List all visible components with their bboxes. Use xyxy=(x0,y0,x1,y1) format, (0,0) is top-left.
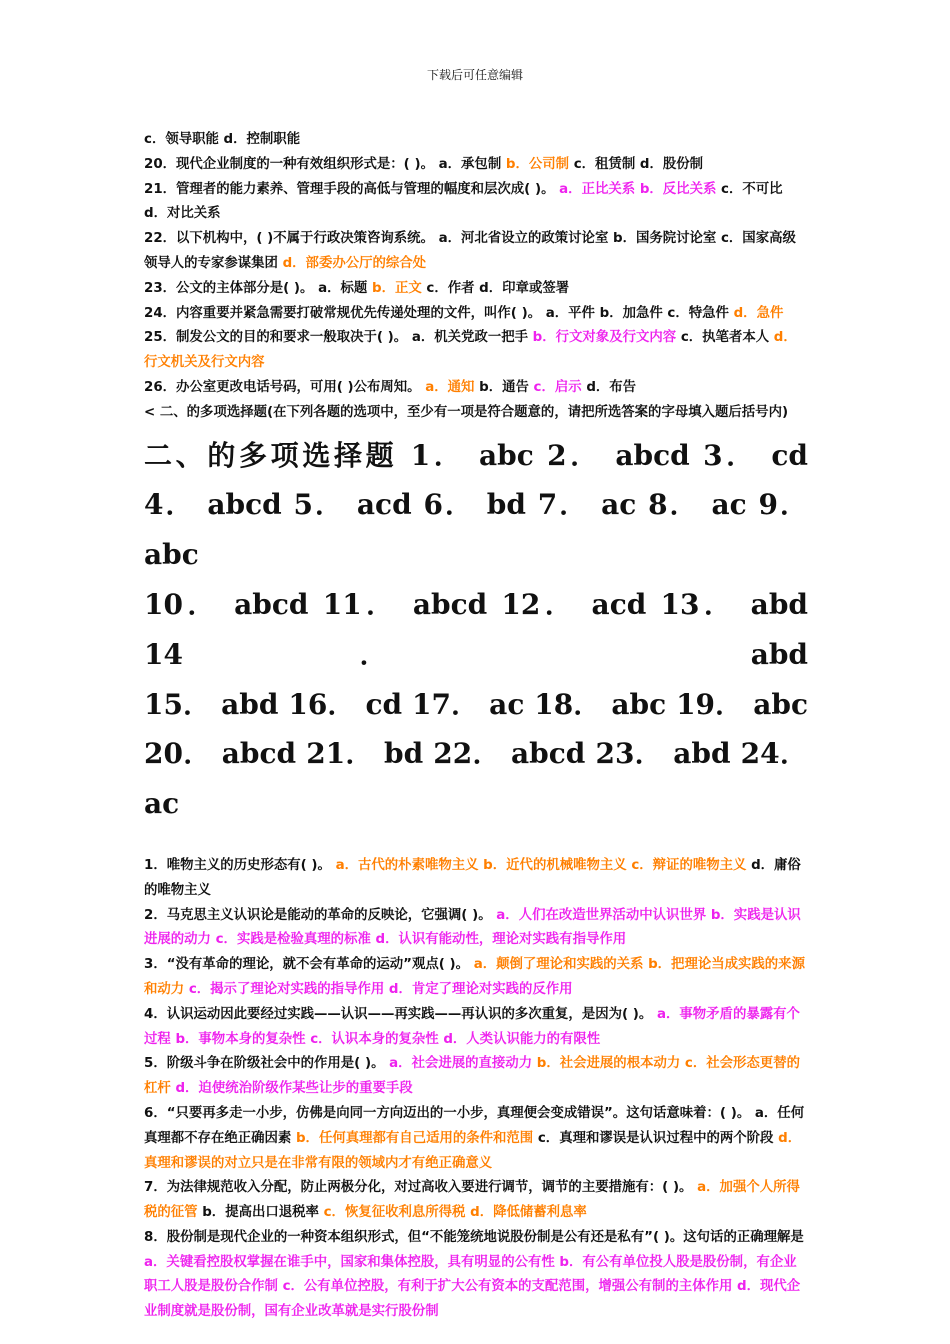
answer-option-highlight: d．行文机关及行文内容 xyxy=(144,330,797,371)
answer-key-line: 20． abcd 21． bd 22． abcd 23． abd 24． ac xyxy=(144,737,808,821)
answer-option-highlight: b．公司制 xyxy=(505,156,570,172)
answer-option-highlight: a．加强个人所得税的征管 xyxy=(144,1180,800,1221)
document-body xyxy=(144,128,808,1325)
question-text: < 二、的多项选择题(在下列各题的选项中，至少有一项是符合题意的，请把所选答案的字母填入题后括号内) xyxy=(144,404,789,420)
answer-key xyxy=(144,431,808,829)
answer-option-highlight: b．社会进展的根本动力 c．社会形态更替的杠杆 xyxy=(144,1056,800,1097)
answer-option-highlight: d．真理和谬误的对立只是在非常有限的领域内才有绝正确意义 xyxy=(144,1130,802,1171)
question-paragraph xyxy=(144,904,808,954)
answer-option-highlight: d．迫使统治阶级作某些让步的重要手段 xyxy=(175,1081,413,1097)
question-paragraph xyxy=(144,277,808,302)
question-text: c．领导职能 d．控制职能 xyxy=(144,132,301,147)
question-text: c．不可比 d．对比关系 xyxy=(144,181,783,222)
answer-option-highlight: d．部委办公厅的综合处 xyxy=(282,255,427,271)
answer-key-line: 4． abcd 5． acd 6． bd 7． ac 8． ac 9． abc xyxy=(144,488,808,572)
page-header: 下载后可任意编辑 xyxy=(426,68,523,82)
answer-option-highlight: b．正文 xyxy=(371,280,422,296)
answer-option-highlight: d．急件 xyxy=(733,305,784,321)
question-paragraph xyxy=(144,376,808,401)
question-list-top xyxy=(144,128,808,426)
question-text: 24．内容重要并紧急需要打破常规优先传递处理的文件，叫作( )。 a．平件 b．加急件 c．特急件 xyxy=(144,305,734,321)
question-paragraph xyxy=(144,401,808,426)
question-text: 5．阶级斗争在阶级社会中的作用是( )。 xyxy=(144,1056,390,1072)
answer-key-line: 二、的多项选择题 1． abc 2． abcd 3． cd xyxy=(144,438,808,472)
question-text: 1．唯物主义的历史形态有( )。 xyxy=(144,857,336,873)
question-paragraph xyxy=(144,1226,808,1325)
question-text: 26．办公室更改电话号码，可用( )公布周知。 xyxy=(144,379,426,395)
answer-option-highlight: a．事物矛盾的暴露有个过程 b．事物本身的复杂性 c．认识本身的复杂性 d．人类认识能力的有限性 xyxy=(144,1006,800,1047)
question-paragraph xyxy=(144,1176,808,1226)
question-text: 4．认识运动因此要经过实践——认识——再实践——再认识的多次重复，是因为( )。 xyxy=(144,1006,657,1022)
question-text: 22．以下机构中，( )不属于行政决策咨询系统。 a．河北省设立的政策讨论室 b．国务院讨论室 c．国家高级领导人的专家参谋集团 xyxy=(144,231,796,271)
answer-option-highlight: c．揭示了理论对实践的指导作用 d．肯定了理论对实践的反作用 xyxy=(188,981,573,997)
question-text: b．通告 xyxy=(474,379,534,395)
answer-option-highlight: a．人们在改造世界活动中认识世界 b．实践是认识进展的动力 c．实践是检验真理的标准 d．认识有能动性，理论对实践有指导作用 xyxy=(144,907,801,948)
question-paragraph xyxy=(144,1052,808,1102)
question-text: 3．“没有革命的理论，就不会有革命的运动”观点( )。 xyxy=(144,957,474,973)
answer-option-highlight: a．通知 xyxy=(425,379,475,395)
answer-option-highlight: b．任何真理都有自己适用的条件和范围 xyxy=(295,1130,534,1146)
answer-option-highlight: b．行文对象及行文内容 xyxy=(532,330,677,346)
answer-option-highlight: a．颠倒了理论和实践的关系 b．把理论当成实践的来源和动力 xyxy=(144,957,805,997)
question-text: c．作者 d．印章或签署 xyxy=(421,280,570,296)
question-paragraph xyxy=(144,854,808,904)
answer-key-line: 10． abcd 11． abcd 12． acd 13． abd 14． abd xyxy=(144,587,808,671)
answer-option-highlight: c．启示 xyxy=(533,379,582,395)
answer-option-highlight: a．古代的朴素唯物主义 b．近代的机械唯物主义 c．辩证的唯物主义 xyxy=(335,857,747,873)
question-text: 6．“只要再多走一小步，仿佛是向同一方向迈出的一小步，真理便会变成错误”。这句话意味着：( )。 a．任何真理都不存在绝正确因素 xyxy=(144,1105,805,1146)
question-paragraph xyxy=(144,153,808,178)
question-text: 25．制发公文的目的和要求一般取决于( )。 a．机关党政一把手 xyxy=(144,330,533,346)
question-paragraph xyxy=(144,1003,808,1053)
question-paragraph xyxy=(144,227,808,277)
question-paragraph xyxy=(144,326,808,376)
answer-option-highlight: a．关键看控股权掌握在谁手中，国家和集体控股，具有明显的公有性 b．有公有单位投人股是股份制，有企业职工人股是股份合作制 c．公有单位控股，有利于扩大公有资本的支配范围，增强公有制的主体作用 d．现代企业制度就是股份制，国有企业改革就是实行股份制 xyxy=(144,1254,801,1320)
question-paragraph xyxy=(144,178,808,228)
question-text: 23．公文的主体部分是( )。 a．标题 xyxy=(144,280,372,296)
question-paragraph xyxy=(144,1102,808,1176)
question-text: d．布告 xyxy=(581,379,637,395)
answer-option-highlight: a．正比关系 xyxy=(559,181,636,197)
question-text: 7．为法律规范收入分配，防止两极分化，对过高收入要进行调节，调节的主要措施有：( )。 xyxy=(144,1180,698,1196)
question-text: 2．马克思主义认识论是能动的革命的反映论，它强调( )。 xyxy=(144,907,497,923)
question-text: d．庸俗的唯物主义 xyxy=(144,857,801,898)
question-text: b．提高出口退税率 xyxy=(197,1205,324,1221)
question-paragraph xyxy=(144,302,808,327)
question-paragraph xyxy=(144,128,808,153)
question-text: 21．管理者的能力素养、管理手段的高低与管理的幅度和层次成( )。 xyxy=(144,181,560,197)
question-text: 8．股份制是现代企业的一种资本组织形式，但“不能笼统地说股份制是公有还是私有”( )。这句话的正确理解是 xyxy=(144,1229,804,1245)
question-list-bottom xyxy=(144,854,808,1325)
question-text: c．执笔者本人 xyxy=(676,330,774,346)
answer-option-highlight: a．社会进展的直接动力 xyxy=(389,1056,533,1072)
question-text: c．真理和谬误是认识过程中的两个阶段 xyxy=(533,1130,779,1146)
question-text: 20．现代企业制度的一种有效组织形式是：( )。 a．承包制 xyxy=(144,156,506,172)
answer-option-highlight: c．恢复征收利息所得税 d．降低储蓄利息率 xyxy=(323,1205,587,1221)
answer-key-line: 15． abd 16． cd 17． ac 18． abc 19． abc xyxy=(144,687,808,721)
question-text: c．租赁制 d．股份制 xyxy=(569,156,704,172)
question-paragraph xyxy=(144,953,808,1003)
answer-option-highlight: b．反比关系 xyxy=(639,181,717,197)
